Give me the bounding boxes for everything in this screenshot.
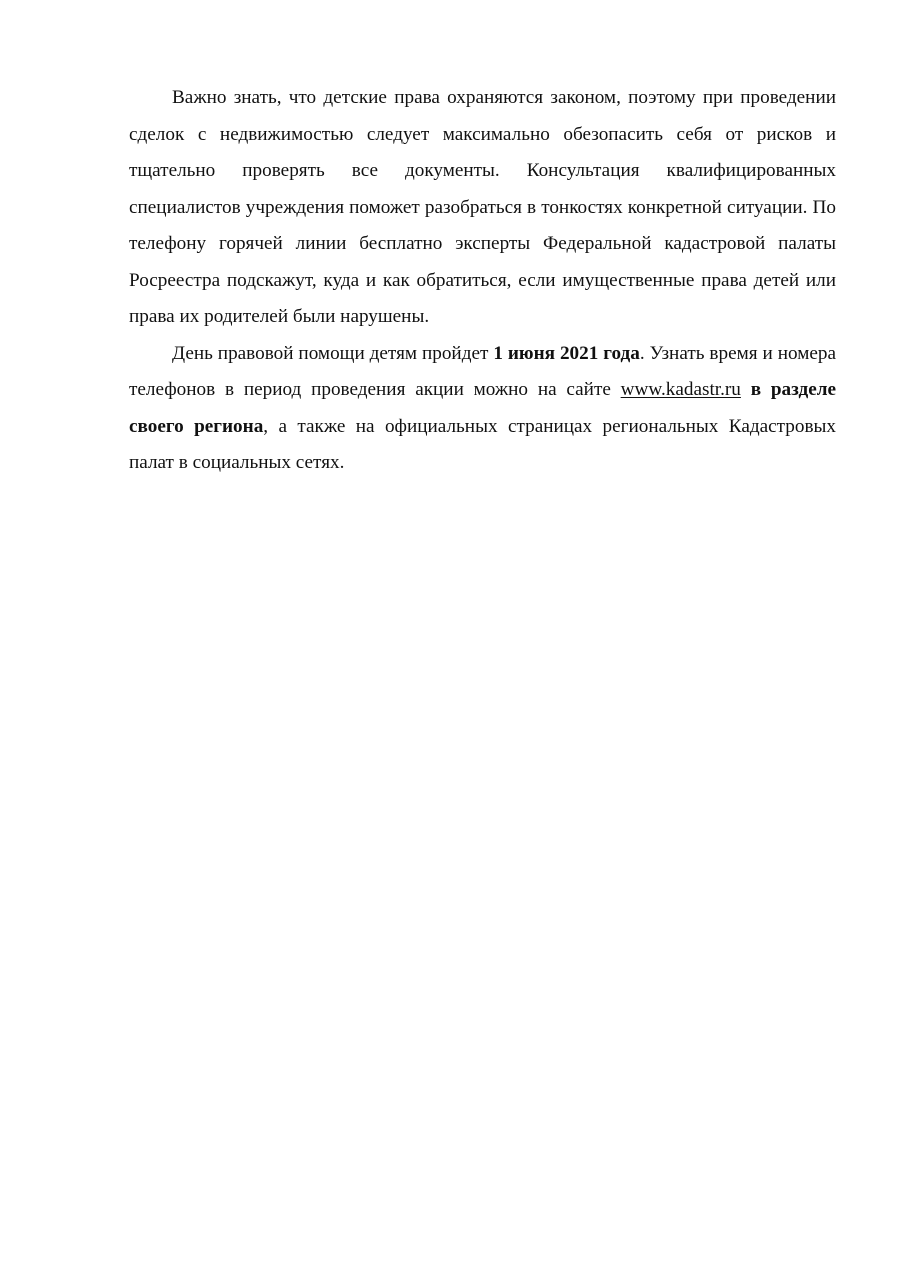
region-section-note: в разделе своего региона bbox=[129, 379, 837, 437]
document-body bbox=[129, 80, 836, 482]
paragraph-text: Важно знать, что детские права охраняются законом, поэтому при проведении сделок с недвижимостью следует максимально обезопасить себя от рисков и тщательно проверять все документы. Консультация квалифицированных специалистов учреждения поможет разобраться в тонкостях конкретной ситуации. По телефону горячей линии бесплатно эксперты Федеральной кадастровой палаты Росреестра подскажут, куда и как обратиться, если имущественные права детей или права их родителей были нарушены. bbox=[129, 87, 836, 327]
text-segment: День правовой помощи детям пройдет bbox=[172, 342, 494, 364]
text-segment: . Узнать время и номера телефонов в период проведения акции можно на сайте bbox=[129, 342, 836, 400]
event-date: 1 июня 2021 года bbox=[493, 342, 640, 364]
paragraph-child-rights bbox=[129, 80, 836, 336]
paragraph-legal-aid-day bbox=[129, 336, 836, 482]
text-space bbox=[741, 379, 751, 400]
text-segment: , а также на официальных страницах региональных Кадастровых палат в социальных сетях. bbox=[129, 415, 837, 473]
kadastr-website-link[interactable]: www.kadastr.ru bbox=[620, 379, 741, 400]
